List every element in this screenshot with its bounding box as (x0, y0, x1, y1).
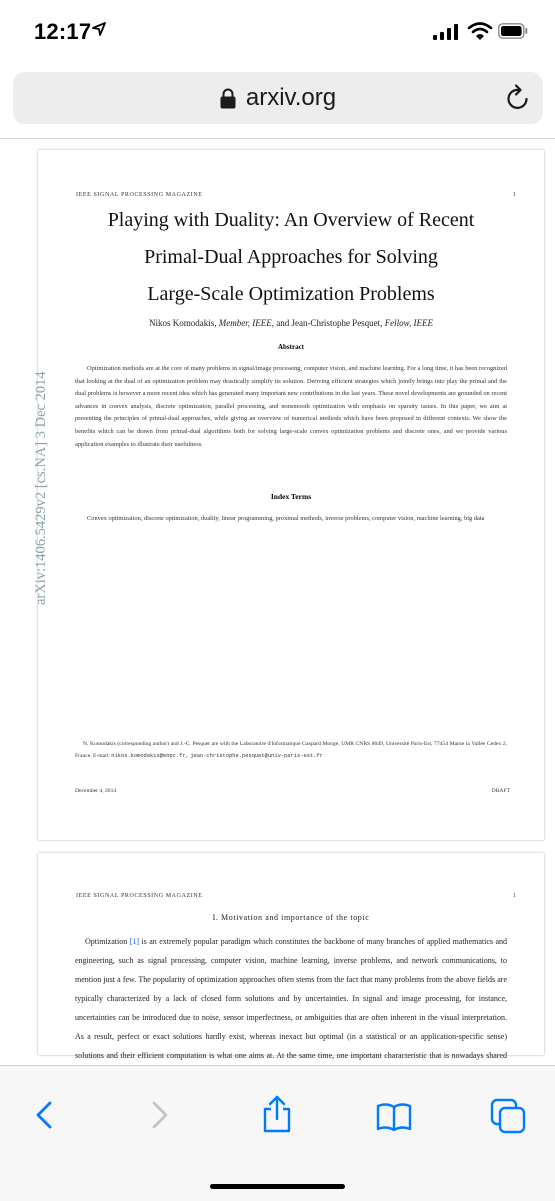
address-bar-divider (0, 138, 555, 139)
battery-icon (498, 23, 528, 39)
status-time: 12:17 (34, 19, 92, 44)
title-line: Playing with Duality: An Overview of Recent (107, 209, 475, 231)
pdf-page-2 (38, 853, 544, 1060)
section-title: I. Motivation and importance of the topic (212, 913, 370, 922)
forward-icon[interactable] (148, 1100, 170, 1130)
paper-title (38, 202, 544, 313)
paper-authors (38, 318, 544, 328)
body-text: is an extremely popular paradigm which constitutes the backbone of many branches of applied mathematics and engineering, such as signal processing, computer vision, machine learning, inverse problems, and network communications, to mention just a few. The popularity of optimization approaches often stems from the fact that many problems from the above fields are typically characterized by a lack of closed form solutions and by uncertainties. In signal and image processing, for instance, uncertainties can be introduced due to noise, sensor imperfectness, or ambiguities that are often inherent in the visual interpretation. As a result, perfect or exact solutions hardly exist, whereas inexact but optimal (in a statistical or an application-specific sense) solutions and their efficient computation is what one aims at. At the same time, one important characteristic that is nowadays shared (75, 937, 507, 1060)
author-2: and Jean-Christophe Pesquet, (276, 318, 383, 328)
bookmarks-icon[interactable] (376, 1102, 412, 1132)
author-2-role: Fellow, IEEE (384, 318, 434, 328)
share-icon[interactable] (260, 1094, 294, 1134)
citation-link[interactable]: [1] (129, 937, 139, 946)
cellular-signal-icon (433, 24, 459, 40)
index-terms-text: Convex optimization, discrete optimization, duality, linear programming, proximal methods, inverse problems, computer vision, machine learning, big data (87, 515, 485, 522)
body-text: Optimization (85, 937, 128, 946)
abstract-text: Optimization methods are at the core of many problems in signal/image processing, computer vision, and machine learning. For a long time, it has been recognized that looking at the dual of an optimization problem may drastically simplify its solution. Deriving efficient strategies which jointly brings into play the primal and the dual problems is however a more recent idea which has generated many important new contributions in the last years. These novel developments are grounded on recent advances in convex analysis, discrete optimization, parallel processing, and nonsmooth optimization with emphasis on sparsity issues. In this paper, we aim at presenting the principles of primal-dual approaches, while giving an overview of numerical methods which have been proposed in different contexts. We show the benefits which can be drawn from primal-dual algorithms both for solving large-scale convex optimization problems and discrete ones, and we provide various application examples to illustrate their usefulness. (75, 365, 507, 448)
index-terms-heading: Index Terms (270, 492, 312, 501)
footnote-email[interactable]: nikos.komodakis@enpc.fr, (111, 753, 189, 760)
author-1-role: Member, IEEE, (218, 318, 274, 328)
arxiv-stamp: arXiv:1406.5429v2 [cs.NA] 3 Dec 2014 (33, 371, 49, 605)
section-body (75, 932, 507, 1084)
wifi-icon (468, 22, 492, 40)
footnote-email[interactable]: jean-christophe.pesquet@univ-paris-est.fr (190, 753, 323, 760)
url-text[interactable]: arxiv.org (245, 84, 337, 111)
address-bar[interactable] (13, 72, 543, 124)
author-1: Nikos Komodakis, (148, 318, 217, 328)
status-bar (0, 0, 555, 62)
pdf-page-1 (33, 150, 544, 840)
location-arrow-icon (92, 22, 106, 36)
title-line: Large-Scale Optimization Problems (147, 283, 435, 305)
back-icon[interactable] (34, 1100, 56, 1130)
bottom-toolbar (0, 1065, 555, 1201)
footnote (75, 738, 507, 763)
paper-date: December 4, 2014 (75, 788, 117, 794)
draft-label: DRAFT (491, 788, 510, 794)
page-header: IEEE SIGNAL PROCESSING MAGAZINE (76, 893, 203, 899)
abstract-heading: Abstract (277, 343, 305, 351)
reload-icon[interactable] (505, 84, 531, 112)
tabs-icon[interactable] (490, 1098, 526, 1134)
home-indicator[interactable] (210, 1184, 345, 1189)
lock-icon (220, 88, 236, 109)
footnote-text: N. Komodakis (corresponding author) and J.-C. Pesquet are with the Laboratoire d'Informatique Gaspard Monge, UMR CNRS 8049, Université Paris-Est, 77454 Marne la Vallée Cedex 2, France. E-mail: (75, 741, 507, 760)
page-number: 1 (513, 192, 516, 198)
page-header: IEEE SIGNAL PROCESSING MAGAZINE (76, 192, 203, 198)
page-number: 1 (513, 893, 516, 899)
title-line: Primal-Dual Approaches for Solving (144, 246, 438, 268)
